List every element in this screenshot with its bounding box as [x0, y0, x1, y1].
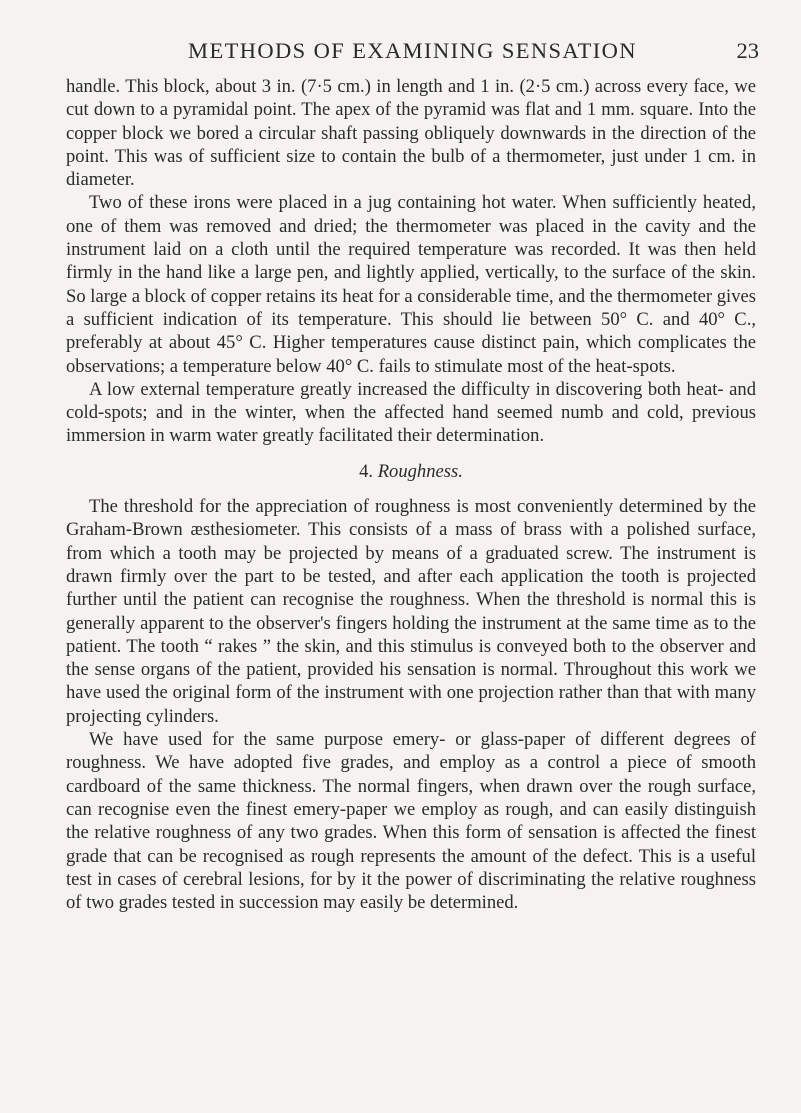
page-body: [66, 75, 756, 914]
paragraph: A low external temperature greatly increased the difficulty in discovering both heat- and cold-spots; and in the winter, when the affected hand seemed numb and cold, previous immersion in warm water greatly facilitated their determination.: [66, 378, 756, 447]
paragraph: Two of these irons were placed in a jug containing hot water. When sufficiently heated, one of them was removed and dried; the thermometer was placed in the cavity and the instrument laid on a cloth until the required temperature was recorded. It was then held firmly in the hand like a large pen, and lightly applied, vertically, to the surface of the skin. So large a block of copper retains its heat for a considerable time, and the thermometer gives a sufficient indication of its temperature. This should lie between 50° C. and 40° C., preferably at about 45° C. Higher temperatures cause distinct pain, which complicates the observations; a temperature below 40° C. fails to stimulate most of the heat-spots.: [66, 192, 756, 377]
section-number: 4.: [359, 460, 374, 482]
running-head: METHODS OF EXAMINING SENSATION: [188, 38, 637, 63]
page-header: [66, 34, 759, 68]
section-title: Roughness.: [377, 460, 463, 482]
page-number: 23: [736, 38, 759, 63]
paragraph: The threshold for the appreciation of roughness is most conveniently determined by the Graham-Brown æsthesiometer. This consists of a mass of brass with a polished surface, from which a tooth may be projected by means of a graduated screw. The instrument is drawn firmly over the part to be tested, and after each application the tooth is projected further until the patient can recognise the roughness. When the threshold is normal this is generally apparent to the observer's fingers holding the instrument at the same time as to the patient. The tooth “ rakes ” the skin, and this stimulus is conveyed both to the observer and the sense organs of the patient, provided his sensation is normal. Throughout this work we have used the original form of the instrument with one projection rather than that with many projecting cylinders.: [66, 496, 756, 727]
paragraph: We have used for the same purpose emery- or glass-paper of different degrees of roughness. We have adopted five grades, and employ as a control a piece of smooth cardboard of the same thickness. The normal fingers, when drawn over the rough surface, can recognise even the finest emery-paper we employ as rough, and can easily distinguish the relative roughness of any two grades. When this form of sensation is affected the finest grade that can be recognised as rough represents the amount of the defect. This is a useful test in cases of cerebral lesions, for by it the power of discriminating the relative roughness of two grades tested in succession may easily be determined.: [66, 729, 756, 914]
paragraph: handle. This block, about 3 in. (7·5 cm.) in length and 1 in. (2·5 cm.) across every face, we cut down to a pyramidal point. The apex of the pyramid was flat and 1 mm. square. Into the copper block we bored a circular shaft passing obliquely downwards in the direction of the point. This was of sufficient size to contain the bulb of a thermometer, just under 1 cm. in diameter.: [66, 76, 756, 191]
section-heading: [66, 460, 756, 483]
